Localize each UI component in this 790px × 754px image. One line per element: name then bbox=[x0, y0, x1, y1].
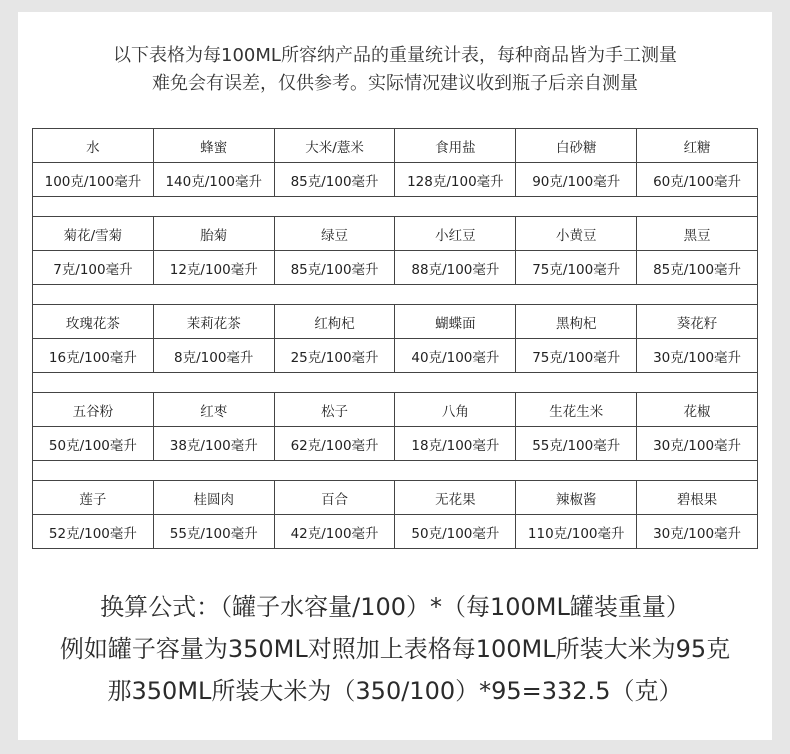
weight-table-body bbox=[33, 129, 758, 549]
product-weight-cell: 85克/100毫升 bbox=[274, 251, 395, 285]
spacer-cell bbox=[33, 373, 758, 393]
product-name-cell: 胎菊 bbox=[153, 217, 274, 251]
intro-line-1: 以下表格为每100ML所容纳产品的重量统计表，每种商品皆为手工测量 bbox=[113, 45, 677, 66]
product-name-cell: 生花生米 bbox=[516, 393, 637, 427]
product-weight-cell: 140克/100毫升 bbox=[153, 163, 274, 197]
product-name-cell: 碧根果 bbox=[637, 481, 758, 515]
product-weight-row bbox=[33, 339, 758, 373]
product-weight-cell: 88克/100毫升 bbox=[395, 251, 516, 285]
product-name-row bbox=[33, 393, 758, 427]
spacer-row bbox=[33, 461, 758, 481]
product-name-cell: 莲子 bbox=[33, 481, 154, 515]
product-weight-cell: 85克/100毫升 bbox=[274, 163, 395, 197]
product-weight-cell: 18克/100毫升 bbox=[395, 427, 516, 461]
intro-line-2: 难免会有误差，仅供参考。实际情况建议收到瓶子后亲自测量 bbox=[152, 73, 638, 94]
weight-table bbox=[32, 128, 758, 549]
product-name-cell: 红枸杞 bbox=[274, 305, 395, 339]
product-weight-cell: 90克/100毫升 bbox=[516, 163, 637, 197]
product-weight-cell: 16克/100毫升 bbox=[33, 339, 154, 373]
product-name-row bbox=[33, 305, 758, 339]
product-weight-cell: 30克/100毫升 bbox=[637, 515, 758, 549]
product-name-cell: 菊花/雪菊 bbox=[33, 217, 154, 251]
product-name-cell: 红枣 bbox=[153, 393, 274, 427]
formula-line-2: 例如罐子容量为350ML对照加上表格每100ML所装大米为95克 bbox=[59, 635, 731, 663]
product-name-cell: 大米/薏米 bbox=[274, 129, 395, 163]
spacer-row bbox=[33, 285, 758, 305]
product-name-cell: 辣椒酱 bbox=[516, 481, 637, 515]
product-name-cell: 红糖 bbox=[637, 129, 758, 163]
product-weight-cell: 38克/100毫升 bbox=[153, 427, 274, 461]
product-weight-cell: 128克/100毫升 bbox=[395, 163, 516, 197]
product-weight-cell: 50克/100毫升 bbox=[33, 427, 154, 461]
spacer-cell bbox=[33, 461, 758, 481]
product-weight-cell: 85克/100毫升 bbox=[637, 251, 758, 285]
product-name-cell: 黑枸杞 bbox=[516, 305, 637, 339]
product-name-cell: 百合 bbox=[274, 481, 395, 515]
product-name-cell: 小红豆 bbox=[395, 217, 516, 251]
product-weight-cell: 40克/100毫升 bbox=[395, 339, 516, 373]
product-name-cell: 五谷粉 bbox=[33, 393, 154, 427]
product-weight-cell: 60克/100毫升 bbox=[637, 163, 758, 197]
product-name-cell: 玫瑰花茶 bbox=[33, 305, 154, 339]
product-weight-row bbox=[33, 515, 758, 549]
formula-line-3: 那350ML所装大米为（350/100）*95=332.5（克） bbox=[107, 677, 683, 705]
product-name-row bbox=[33, 217, 758, 251]
formula-line-1: 换算公式：（罐子水容量/100）*（每100ML罐装重量） bbox=[100, 593, 690, 621]
product-weight-cell: 7克/100毫升 bbox=[33, 251, 154, 285]
product-weight-cell: 55克/100毫升 bbox=[516, 427, 637, 461]
product-name-cell: 水 bbox=[33, 129, 154, 163]
product-name-cell: 黑豆 bbox=[637, 217, 758, 251]
product-name-cell: 蝴蝶面 bbox=[395, 305, 516, 339]
product-weight-cell: 30克/100毫升 bbox=[637, 339, 758, 373]
product-weight-row bbox=[33, 251, 758, 285]
product-name-cell: 无花果 bbox=[395, 481, 516, 515]
product-weight-cell: 30克/100毫升 bbox=[637, 427, 758, 461]
product-weight-row bbox=[33, 427, 758, 461]
product-weight-row bbox=[33, 163, 758, 197]
spacer-cell bbox=[33, 285, 758, 305]
product-name-cell: 八角 bbox=[395, 393, 516, 427]
product-weight-cell: 50克/100毫升 bbox=[395, 515, 516, 549]
product-name-row bbox=[33, 481, 758, 515]
product-name-cell: 蜂蜜 bbox=[153, 129, 274, 163]
product-weight-cell: 12克/100毫升 bbox=[153, 251, 274, 285]
product-weight-cell: 62克/100毫升 bbox=[274, 427, 395, 461]
spacer-cell bbox=[33, 197, 758, 217]
intro-note bbox=[18, 42, 772, 98]
product-name-cell: 食用盐 bbox=[395, 129, 516, 163]
product-name-cell: 白砂糖 bbox=[516, 129, 637, 163]
product-name-cell: 桂圆肉 bbox=[153, 481, 274, 515]
conversion-formula bbox=[18, 586, 772, 712]
content-card bbox=[18, 12, 772, 740]
product-name-cell: 绿豆 bbox=[274, 217, 395, 251]
product-name-cell: 葵花籽 bbox=[637, 305, 758, 339]
product-name-cell: 松子 bbox=[274, 393, 395, 427]
product-weight-cell: 52克/100毫升 bbox=[33, 515, 154, 549]
product-weight-cell: 55克/100毫升 bbox=[153, 515, 274, 549]
product-name-cell: 茉莉花茶 bbox=[153, 305, 274, 339]
product-weight-cell: 100克/100毫升 bbox=[33, 163, 154, 197]
product-name-cell: 花椒 bbox=[637, 393, 758, 427]
product-weight-cell: 42克/100毫升 bbox=[274, 515, 395, 549]
product-weight-cell: 110克/100毫升 bbox=[516, 515, 637, 549]
product-name-cell: 小黄豆 bbox=[516, 217, 637, 251]
product-weight-cell: 8克/100毫升 bbox=[153, 339, 274, 373]
spacer-row bbox=[33, 373, 758, 393]
product-name-row bbox=[33, 129, 758, 163]
product-weight-cell: 25克/100毫升 bbox=[274, 339, 395, 373]
product-weight-cell: 75克/100毫升 bbox=[516, 339, 637, 373]
product-weight-cell: 75克/100毫升 bbox=[516, 251, 637, 285]
spacer-row bbox=[33, 197, 758, 217]
